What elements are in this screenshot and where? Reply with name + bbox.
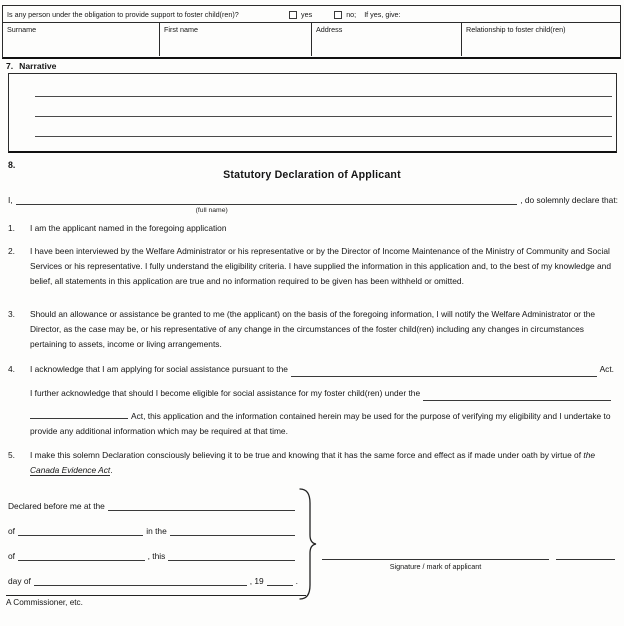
- the-word-italic: the: [583, 450, 596, 460]
- item-number: 1.: [8, 223, 15, 233]
- year-blank[interactable]: [267, 576, 293, 586]
- extra-signature-line[interactable]: [556, 559, 615, 560]
- declaration-item-4: [8, 362, 614, 377]
- item-text-period: .: [110, 465, 113, 475]
- right-brace-decoration: [297, 487, 317, 606]
- in-the-label: in the: [146, 526, 167, 536]
- municipality-blank[interactable]: [18, 526, 143, 536]
- full-name-hint: (full name): [195, 207, 228, 214]
- county-blank[interactable]: [170, 526, 295, 536]
- yes-label: yes: [301, 10, 313, 19]
- narrative-writing-line: [35, 116, 612, 117]
- relationship-label: Relationship to foster child(ren): [466, 25, 566, 34]
- month-blank[interactable]: [34, 576, 247, 586]
- act-suffix-label: Act.: [599, 364, 614, 374]
- support-question-label: Is any person under the obligation to provide support to foster child(ren)?: [7, 9, 239, 19]
- narrative-writing-line: [35, 96, 612, 97]
- item-text: I am the applicant named in the foregoing application: [30, 223, 227, 233]
- first-name-cell[interactable]: [159, 23, 311, 56]
- jurat-line-3: [8, 548, 298, 561]
- if-yes-label: If yes, give:: [364, 10, 401, 19]
- jurat-line-2: [8, 523, 298, 536]
- narrative-box[interactable]: [8, 73, 617, 153]
- support-table: [2, 5, 621, 59]
- canada-evidence-act-title: Canada Evidence Act: [30, 465, 111, 475]
- item-text: I further acknowledge that should I become eligible for social assistance for my foster child(ren) under the: [30, 388, 421, 398]
- surname-cell[interactable]: [3, 23, 159, 56]
- act-name-blank-3[interactable]: [30, 410, 128, 419]
- declared-place-blank[interactable]: [108, 501, 295, 511]
- item-number-spacer: [8, 409, 30, 439]
- commissioner-label: A Commissioner, etc.: [6, 598, 83, 607]
- item-text: Should an allowance or assistance be granted to me (the applicant) on the basis of the foregoing information, I will notify the Welfare Administrator or the Director, as the case may be, or his representative of any change in the circumstances of the foster child(ren) including any changes in circumstances pertaining to assets, income or living arrangements.: [30, 309, 596, 349]
- item-number-spacer: [8, 386, 30, 401]
- declaration-item-5: [8, 448, 614, 478]
- declaration-intro-row: [8, 193, 618, 214]
- item-number: 3.: [8, 309, 15, 319]
- address-cell[interactable]: [311, 23, 461, 56]
- first-name-label: First name: [164, 25, 198, 34]
- district-blank[interactable]: [18, 551, 145, 561]
- item-text: Act, this application and the information contained herein may be used for the purpose of verifying my eligibility and I undertake to provide any additional information which may be required at that time.: [30, 411, 611, 436]
- declaration-item-2: [8, 244, 614, 289]
- item-number: 4.: [8, 364, 15, 374]
- narrative-heading: [6, 61, 56, 71]
- address-label: Address: [316, 25, 343, 34]
- no-checkbox[interactable]: [334, 11, 342, 19]
- day-of-label: day of: [8, 576, 31, 586]
- intro-prefix-label: I,: [8, 195, 13, 205]
- declaration-item-4-continued: [8, 409, 614, 439]
- item-text: I make this solemn Declaration consciously believing it to be true and knowing that it has the same force and effect as if made under oath by virtue of: [30, 450, 582, 460]
- surname-label: Surname: [7, 25, 37, 34]
- act-name-blank-2[interactable]: [423, 390, 611, 401]
- jurat-line-4: [8, 573, 298, 586]
- declaration-item-1: [8, 221, 614, 236]
- support-question-options: [289, 6, 401, 23]
- narrative-label: Narrative: [19, 61, 57, 71]
- declared-before-label: Declared before me at the: [8, 501, 105, 511]
- signature-label: Signature / mark of applicant: [389, 562, 482, 571]
- this-label: , this: [147, 551, 166, 561]
- narrative-section-number: 7.: [6, 61, 14, 71]
- item-number: 5.: [8, 450, 15, 460]
- yes-checkbox[interactable]: [289, 11, 297, 19]
- declaration-title: Statutory Declaration of Applicant: [223, 169, 401, 181]
- year-19-label: , 19: [249, 576, 264, 586]
- declaration-section-number: 8.: [8, 160, 16, 170]
- declaration-item-3: [8, 307, 614, 352]
- day-number-blank[interactable]: [168, 551, 295, 561]
- full-name-blank[interactable]: [16, 195, 518, 214]
- relationship-cell[interactable]: [461, 23, 620, 56]
- support-question-row: [3, 6, 620, 23]
- act-name-blank-1[interactable]: [291, 366, 597, 377]
- narrative-writing-line: [35, 136, 612, 137]
- item-text: I acknowledge that I am applying for social assistance pursuant to the: [30, 364, 288, 374]
- commissioner-signature-line[interactable]: [6, 595, 306, 596]
- jurat-line-1: [8, 498, 298, 511]
- no-label: no;: [346, 10, 357, 19]
- applicant-signature-line[interactable]: [322, 559, 549, 560]
- item-number: 2.: [8, 246, 15, 256]
- declaration-item-4-continued: [8, 386, 614, 401]
- intro-suffix-label: , do solemnly declare that:: [520, 195, 618, 205]
- of-label: of: [8, 526, 15, 536]
- support-person-row: [3, 23, 620, 56]
- jurat-end-mark: .: [295, 576, 298, 586]
- item-text: I have been interviewed by the Welfare Administrator or his representative or by the Director of Income Maintenance of the Ministry of Community and Social Services or his representative. I fully understand the eligibility criteria. I have supplied the information in this application and, to the best of my knowledge and belief, all statements in this application are true and no information required to be given has been withheld or omitted.: [30, 246, 611, 286]
- of-label: of: [8, 551, 15, 561]
